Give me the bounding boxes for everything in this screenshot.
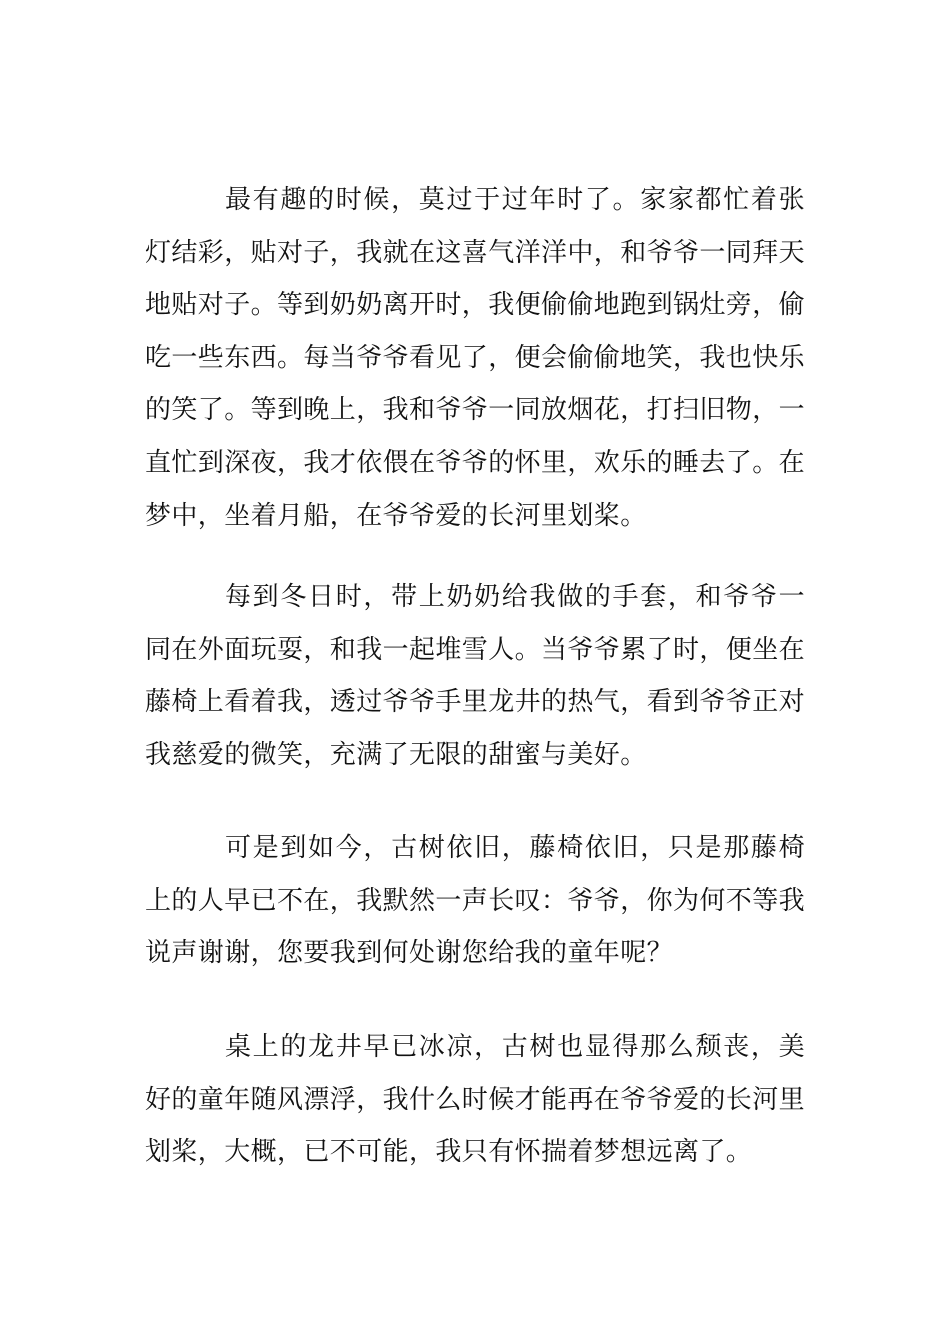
paragraph-longjing-tea: 桌上的龙井早已冰凉，古树也显得那么颓丧，美好的童年随风漂浮，我什么时候才能再在爷爷爱的长河里划桨，大概，已不可能，我只有怀揣着梦想远离了。 xyxy=(145,1032,806,1168)
paragraph-new-year: 最有趣的时候，莫过于过年时了。家家都忙着张灯结彩，贴对子，我就在这喜气洋洋中，和爷爷一同拜天地贴对子。等到奶奶离开时，我便偷偷地跑到锅灶旁，偷吃一些东西。每当爷爷看见了，便会偷偷地笑，我也快乐的笑了。等到晚上，我和爷爷一同放烟花，打扫旧物，一直忙到深夜，我才依偎在爷爷的怀里，欢乐的睡去了。在梦中，坐着月船，在爷爷爱的长河里划桨。 xyxy=(145,185,806,531)
paragraph-rattan-chair: 可是到如今，古树依旧，藤椅依旧，只是那藤椅上的人早已不在，我默然一声长叹：爷爷，你为何不等我说声谢谢，您要我到何处谢您给我的童年呢？ xyxy=(145,833,806,969)
paragraph-winter: 每到冬日时，带上奶奶给我做的手套，和爷爷一同在外面玩耍，和我一起堆雪人。当爷爷累了时，便坐在藤椅上看着我，透过爷爷手里龙井的热气，看到爷爷正对我慈爱的微笑，充满了无限的甜蜜与美好。 xyxy=(145,582,806,770)
